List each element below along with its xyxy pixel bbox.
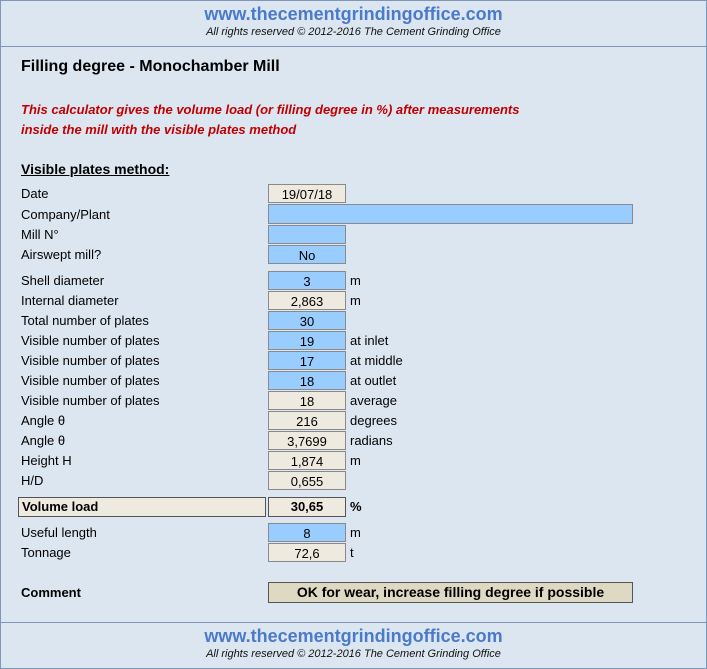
intro-line-2: inside the mill with the visible plates method <box>21 122 297 137</box>
visible-plates-outlet-input[interactable]: 18 <box>268 371 346 390</box>
shell-diameter-label: Shell diameter <box>21 273 105 288</box>
tonnage-value: 72,6 <box>268 543 346 562</box>
mill-input[interactable] <box>268 225 346 244</box>
height-value: 1,874 <box>268 451 346 470</box>
internal-diameter-label: Internal diameter <box>21 293 119 308</box>
comment-value: OK for wear, increase filling degree if possible <box>268 582 633 603</box>
visible-plates-outlet-label: Visible number of plates <box>21 373 160 388</box>
company-label: Company/Plant <box>21 207 110 222</box>
shell-diameter-unit: m <box>350 273 361 288</box>
visible-plates-average-unit: average <box>350 393 397 408</box>
visible-plates-inlet-input[interactable]: 19 <box>268 331 346 350</box>
height-unit: m <box>350 453 361 468</box>
airswept-label: Airswept mill? <box>21 247 102 262</box>
internal-diameter-unit: m <box>350 293 361 308</box>
total-plates-label: Total number of plates <box>21 313 149 328</box>
page-title: Filling degree - Monochamber Mill <box>21 58 280 75</box>
section-heading: Visible plates method: <box>21 161 170 177</box>
company-input[interactable] <box>268 204 633 224</box>
comment-label: Comment <box>21 585 81 600</box>
visible-plates-inlet-unit: at inlet <box>350 333 389 348</box>
airswept-input[interactable]: No <box>268 245 346 264</box>
internal-diameter-value: 2,863 <box>268 291 346 310</box>
hd-label: H/D <box>21 473 44 488</box>
footer-banner <box>1 622 706 668</box>
angle-radians-value: 3,7699 <box>268 431 346 450</box>
footer-copyright-text: All rights reserved © 2012-2016 The Cement Grinding Office <box>206 648 501 660</box>
useful-length-label: Useful length <box>21 525 97 540</box>
volume-load-unit: % <box>350 499 362 514</box>
site-link[interactable]: www.thecementgrindingoffice.com <box>204 4 503 24</box>
visible-plates-average-label: Visible number of plates <box>21 393 160 408</box>
visible-plates-middle-label: Visible number of plates <box>21 353 160 368</box>
mill-label: Mill N° <box>21 227 59 242</box>
angle-degrees-unit: degrees <box>350 413 397 428</box>
height-label: Height H <box>21 453 72 468</box>
visible-plates-inlet-label: Visible number of plates <box>21 333 160 348</box>
intro-line-1: This calculator gives the volume load (or filling degree in %) after measurements <box>21 102 520 117</box>
date-label: Date <box>21 186 49 201</box>
hd-value: 0,655 <box>268 471 346 490</box>
header-banner <box>1 1 706 47</box>
visible-plates-middle-input[interactable]: 17 <box>268 351 346 370</box>
angle-radians-label: Angle θ <box>21 433 66 448</box>
total-plates-input[interactable]: 30 <box>268 311 346 330</box>
footer-site-link[interactable]: www.thecementgrindingoffice.com <box>204 626 503 646</box>
visible-plates-outlet-unit: at outlet <box>350 373 397 388</box>
angle-radians-unit: radians <box>350 433 393 448</box>
useful-length-input[interactable]: 8 <box>268 523 346 542</box>
angle-degrees-value: 216 <box>268 411 346 430</box>
visible-plates-middle-unit: at middle <box>350 353 403 368</box>
volume-load-label: Volume load <box>18 497 266 517</box>
tonnage-label: Tonnage <box>21 545 71 560</box>
copyright-text: All rights reserved © 2012-2016 The Cement Grinding Office <box>206 26 501 38</box>
shell-diameter-input[interactable]: 3 <box>268 271 346 290</box>
angle-degrees-label: Angle θ <box>21 413 66 428</box>
useful-length-unit: m <box>350 525 361 540</box>
intro-text <box>21 100 621 140</box>
visible-plates-average-value: 18 <box>268 391 346 410</box>
date-value: 19/07/18 <box>268 184 346 203</box>
tonnage-unit: t <box>350 545 354 560</box>
volume-load-value: 30,65 <box>268 497 346 517</box>
